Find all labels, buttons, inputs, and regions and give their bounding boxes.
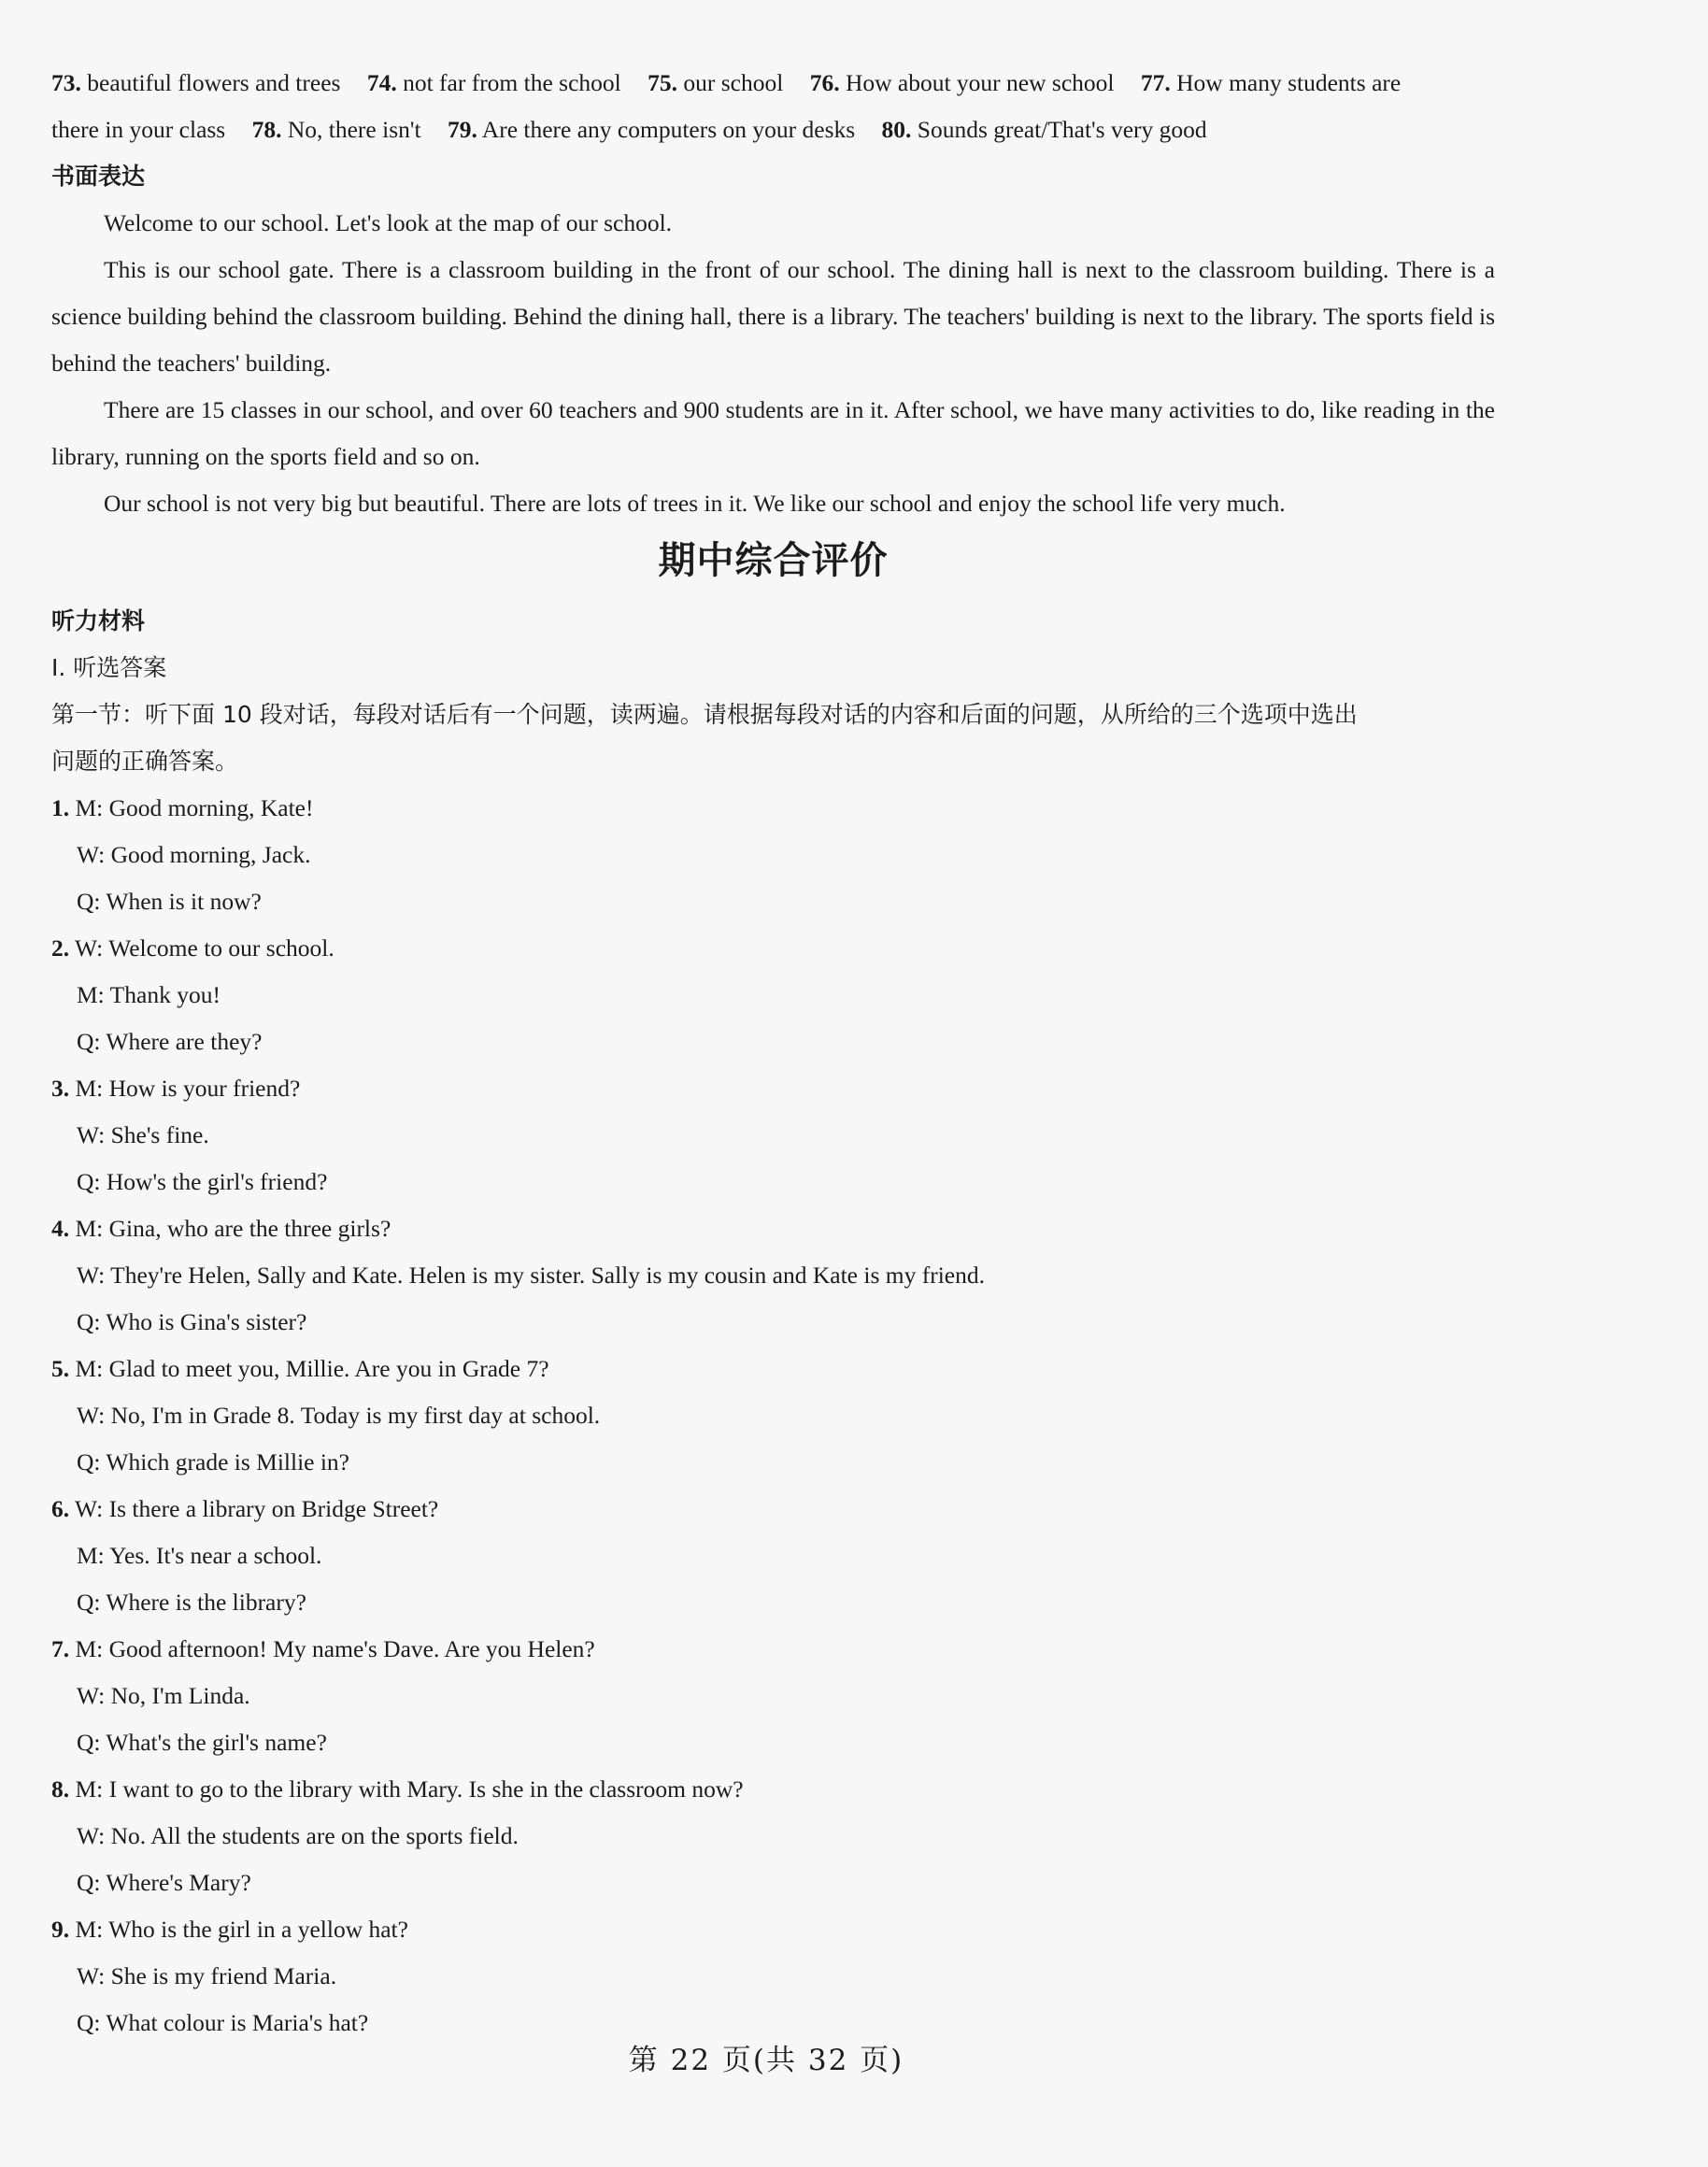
dialogue-item: [51, 1626, 1495, 1766]
dialogue-number: 5.: [51, 1355, 70, 1382]
dialogue-line: [51, 1346, 1495, 1392]
answer-key-row-2: [51, 107, 1495, 153]
writing-paragraph-2: This is our school gate. There is a classroom building in the front of our school. The dining hall is next to the classroom building. There is a science building behind the classroom building. Behind the dining hall, there is a library. The teachers' building is next to the library. The sports field is behind the teachers' building.: [51, 256, 1495, 377]
dialogue-number: 9.: [51, 1916, 70, 1943]
answer-74: 74. not far from the school: [366, 69, 621, 96]
dialogue-question: Q: How's the girl's friend?: [77, 1168, 328, 1195]
writing-paragraph-3: There are 15 classes in our school, and over 60 teachers and 900 students are in it. After school, we have many activities to do, like reading in the library, running on the sports field and so on.: [51, 396, 1495, 470]
dialogue-line: [51, 1906, 1495, 1953]
dialogue-line: [51, 1626, 1495, 1673]
dialogue-question: Q: Who is Gina's sister?: [77, 1308, 307, 1335]
dialogue-question: Q: Which grade is Millie in?: [77, 1448, 350, 1476]
answer-78: 78. No, there isn't: [251, 116, 421, 143]
writing-paragraph-1: Welcome to our school. Let's look at the map of our school.: [104, 209, 673, 236]
dialogue-question: Q: Where's Mary?: [77, 1869, 251, 1896]
dialogue-line: M: Yes. It's near a school.: [77, 1542, 322, 1569]
dialogue-text: M: Good afternoon! My name's Dave. Are you Helen?: [75, 1635, 595, 1662]
answer-77: 77. How many students are: [1140, 69, 1402, 96]
dialogue-text: M: Glad to meet you, Millie. Are you in Grade 7?: [75, 1355, 549, 1382]
dialogue-number: 4.: [51, 1215, 70, 1242]
answer-73: 73. beautiful flowers and trees: [51, 69, 341, 96]
answer-key-row-1: [51, 60, 1495, 107]
dialogue-item: [51, 1766, 1495, 1906]
dialogue-line: [51, 1205, 1495, 1252]
dialogue-line: W: No, I'm Linda.: [77, 1682, 250, 1709]
dialogue-number: 6.: [51, 1495, 70, 1522]
dialogue-line: [51, 1486, 1495, 1533]
writing-paragraph-4: Our school is not very big but beautiful. There are lots of trees in it. We like our school and enjoy the school life very much.: [104, 490, 1286, 517]
writing-heading: 书面表达: [51, 163, 146, 190]
section-title: 期中综合评价: [658, 539, 889, 582]
answer-79: 79. Are there any computers on your desks: [447, 116, 856, 143]
document-page: [51, 60, 1495, 2046]
dialogue-text: M: How is your friend?: [75, 1075, 301, 1102]
dialogue-line: [51, 925, 1495, 972]
dialogue-line: W: They're Helen, Sally and Kate. Helen is my sister. Sally is my cousin and Kate is my friend.: [77, 1262, 985, 1289]
dialogue-line: [51, 1766, 1495, 1813]
dialogue-line: [51, 785, 1495, 832]
listening-instruction-line-2: 问题的正确答案。: [51, 748, 239, 775]
answer-77-continued: there in your class: [51, 116, 226, 143]
dialogue-text: M: Good morning, Kate!: [75, 794, 314, 821]
listening-part-label: Ⅰ. 听选答案: [51, 654, 167, 681]
dialogue-question: Q: Where are they?: [77, 1028, 263, 1055]
dialogue-item: [51, 1346, 1495, 1486]
dialogue-question: Q: What colour is Maria's hat?: [77, 2009, 369, 2036]
dialogue-number: 1.: [51, 794, 70, 821]
dialogue-item: [51, 1486, 1495, 1626]
listening-instruction-line-1: 第一节：听下面 10 段对话，每段对话后有一个问题，读两遍。请根据每段对话的内容和后面的问题，从所给的三个选项中选出: [51, 701, 1358, 728]
dialogue-item: [51, 1205, 1495, 1346]
dialogue-number: 8.: [51, 1775, 70, 1803]
dialogue-item: [51, 785, 1495, 925]
dialogue-item: [51, 1065, 1495, 1205]
dialogue-text: M: I want to go to the library with Mary. Is she in the classroom now?: [75, 1775, 744, 1803]
answer-76: 76. How about your new school: [809, 69, 1115, 96]
dialogue-text: W: Is there a library on Bridge Street?: [75, 1495, 439, 1522]
dialogue-number: 2.: [51, 934, 70, 962]
dialogue-item: [51, 925, 1495, 1065]
answer-75: 75. our school: [648, 69, 784, 96]
dialogue-line: W: She is my friend Maria.: [77, 1962, 337, 1989]
answer-80: 80. Sounds great/That's very good: [881, 116, 1207, 143]
page-footer: 第 22 页(共 32 页): [628, 2044, 904, 2077]
dialogue-line: W: Good morning, Jack.: [77, 841, 311, 868]
dialogue-number: 7.: [51, 1635, 70, 1662]
dialogue-text: W: Welcome to our school.: [75, 934, 334, 962]
dialogue-line: W: She's fine.: [77, 1121, 209, 1148]
listening-heading: 听力材料: [51, 607, 146, 634]
dialogue-question: Q: When is it now?: [77, 888, 262, 915]
dialogue-question: Q: What's the girl's name?: [77, 1729, 327, 1756]
dialogue-item: [51, 1906, 1495, 2046]
dialogue-list: [51, 785, 1495, 2046]
dialogue-text: M: Gina, who are the three girls?: [75, 1215, 391, 1242]
dialogue-line: W: No. All the students are on the sports field.: [77, 1822, 519, 1849]
dialogue-line: M: Thank you!: [77, 981, 221, 1008]
dialogue-question: Q: Where is the library?: [77, 1589, 306, 1616]
dialogue-text: M: Who is the girl in a yellow hat?: [75, 1916, 408, 1943]
dialogue-line: [51, 1065, 1495, 1112]
dialogue-line: W: No, I'm in Grade 8. Today is my first day at school.: [77, 1402, 601, 1429]
dialogue-number: 3.: [51, 1075, 70, 1102]
